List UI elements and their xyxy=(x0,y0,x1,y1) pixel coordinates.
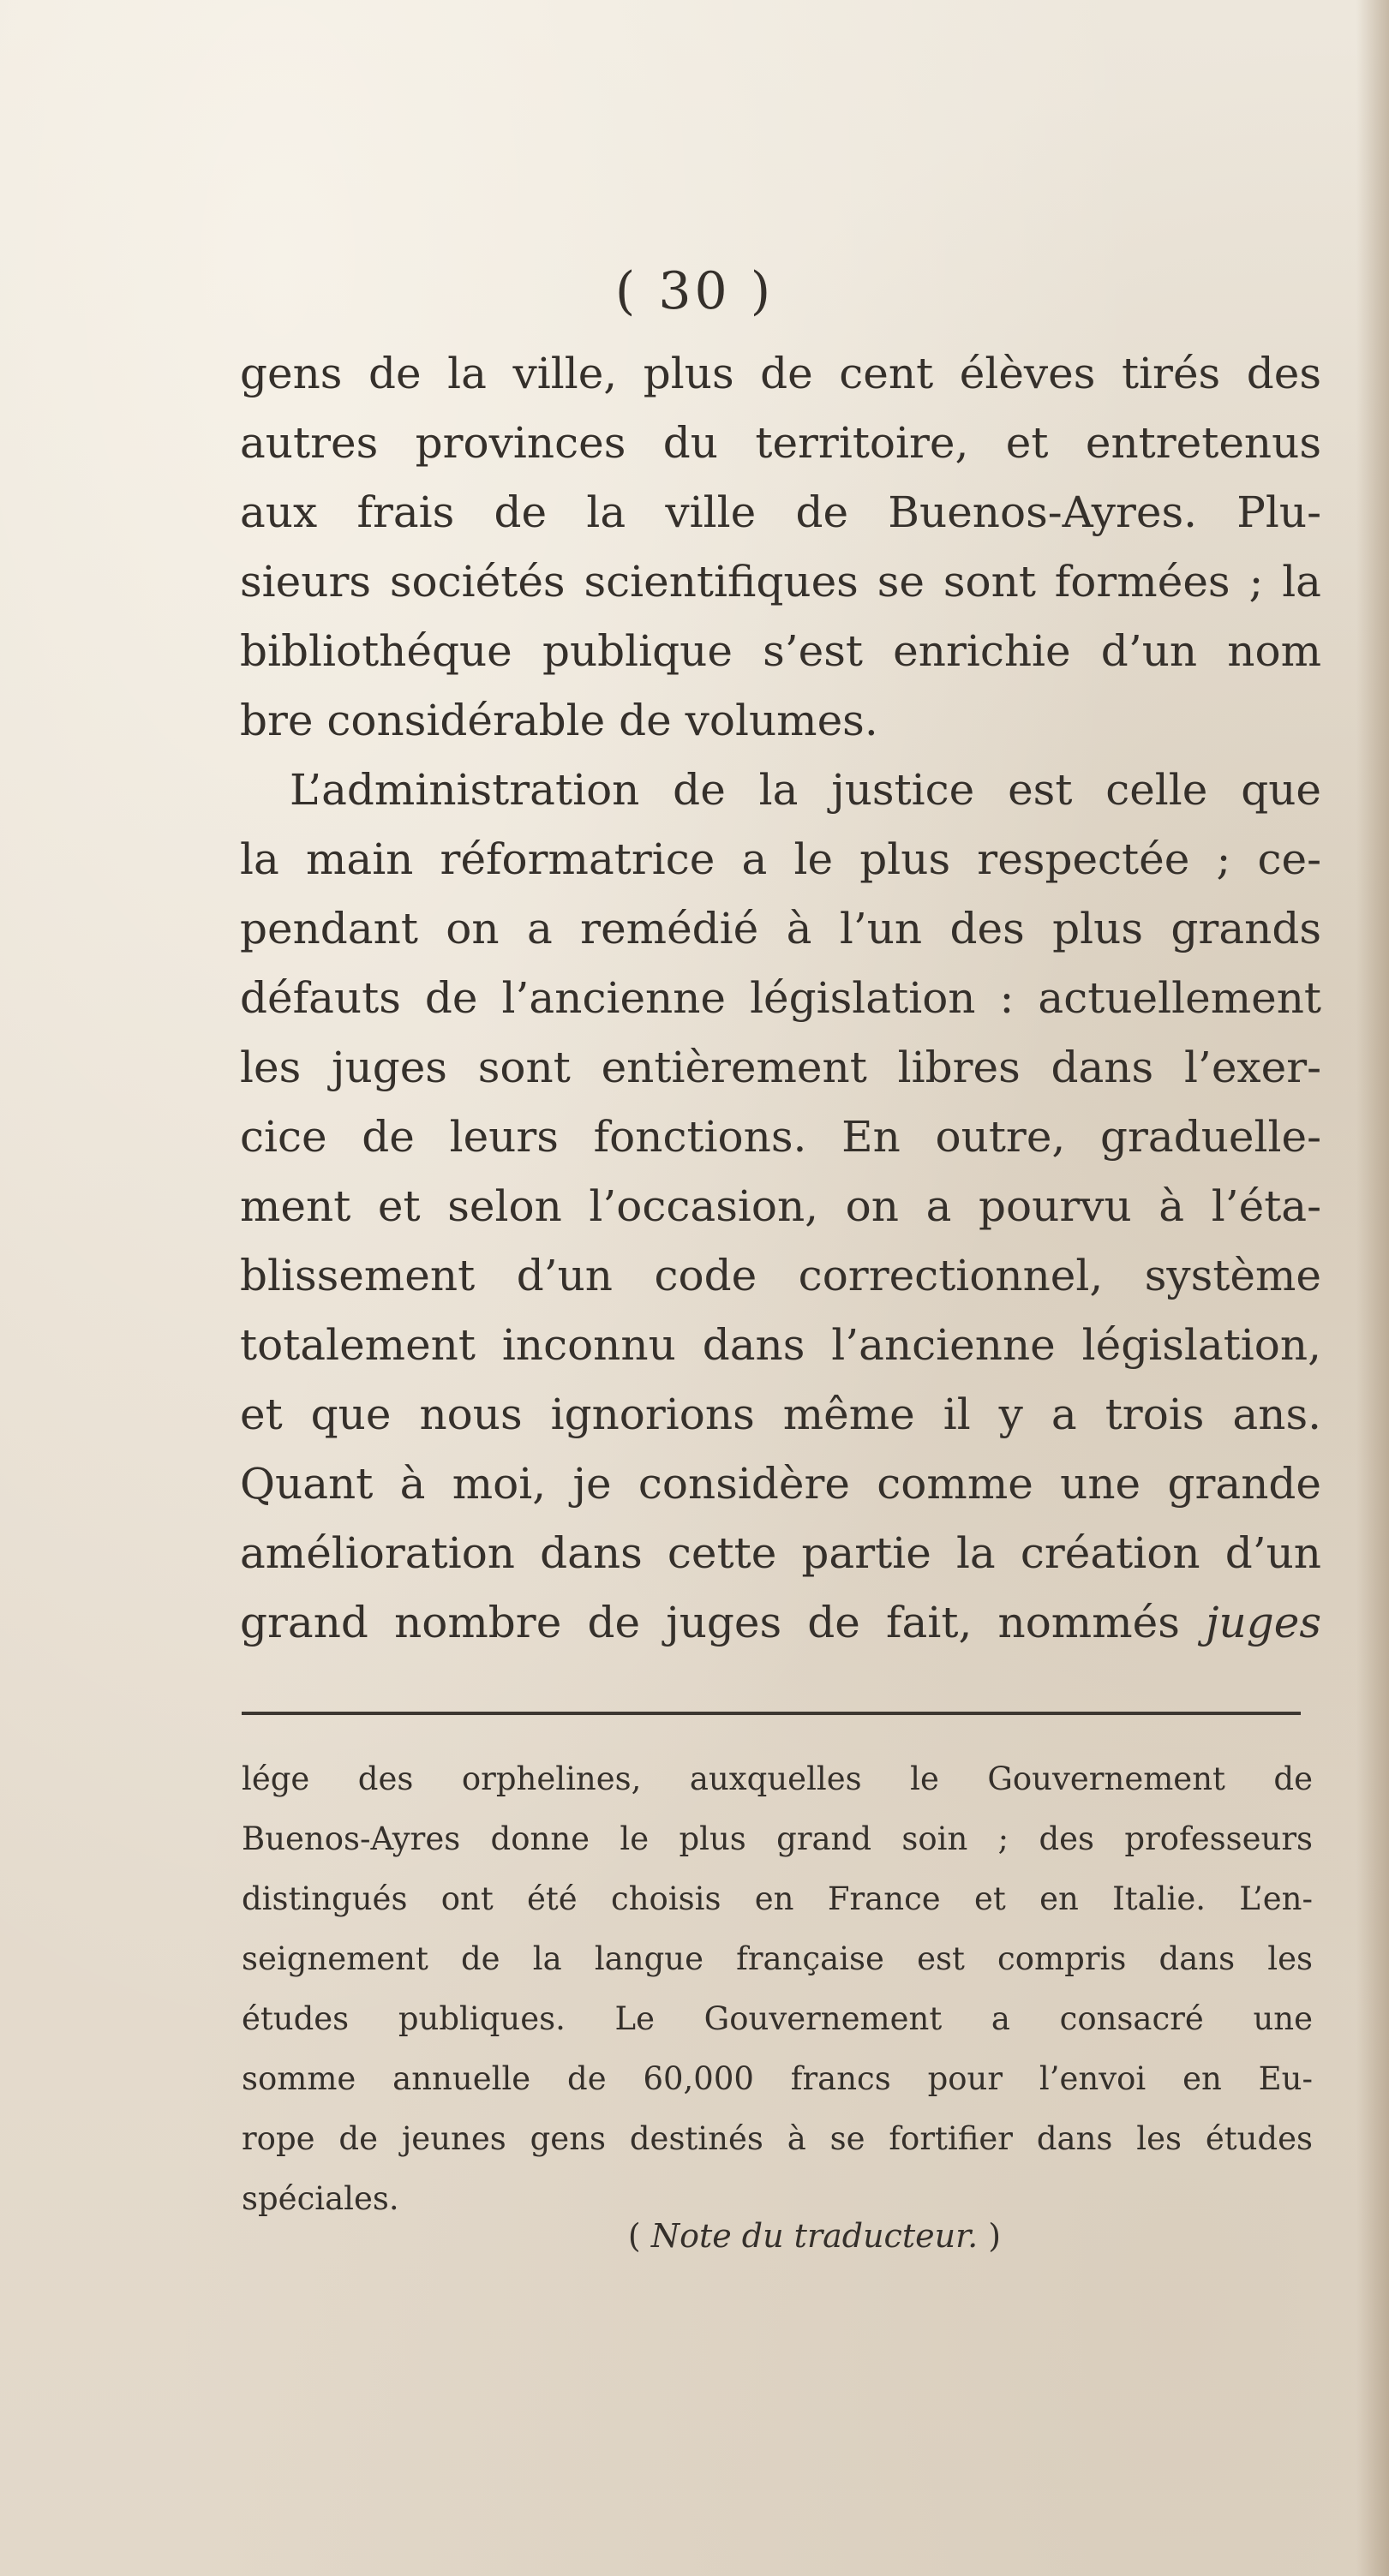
text-line: bibliothéque publique s’est enrichie d’un nom xyxy=(240,626,1321,676)
text-line: bre considérable de volumes. xyxy=(240,696,878,745)
footnote-line: rope de jeunes gens destinés à se fortifier dans les études xyxy=(242,2120,1313,2157)
note-close-paren: ) xyxy=(988,2217,1002,2255)
text-line: aux frais de la ville de Buenos-Ayres. Plu- xyxy=(240,487,1321,537)
footnote-line: somme annuelle de 60,000 francs pour l’envoi en Eu- xyxy=(242,2060,1313,2097)
text-line: ment et selon l’occasion, on a pourvu à l’éta- xyxy=(240,1181,1321,1231)
text-line-last xyxy=(240,1588,1321,1658)
text-line: gens de la ville, plus de cent élèves tirés des xyxy=(240,349,1321,398)
text-line: cice de leurs fonctions. En outre, graduelle- xyxy=(240,1112,1321,1162)
text-line: pendant on a remédié à l’un des plus grands xyxy=(240,904,1321,953)
page-number: ( 30 ) xyxy=(614,261,775,321)
text-line: amélioration dans cette partie la création d’un xyxy=(240,1528,1321,1578)
text-line: la main réformatrice a le plus respectée ; ce- xyxy=(240,834,1321,884)
text-line: L’administration de la justice est celle que xyxy=(290,765,1321,815)
text-line: autres provinces du territoire, et entretenus xyxy=(240,418,1321,468)
text-line: Quant à moi, je considère comme une grande xyxy=(240,1459,1321,1509)
footnote-line: lége des orphelines, auxquelles le Gouvernement de xyxy=(242,1760,1313,1797)
main-text xyxy=(240,339,1321,1658)
footnote-line: distingués ont été choisis en France et en Italie. L’en- xyxy=(242,1880,1313,1917)
translator-note xyxy=(0,2210,1389,2262)
page-edge-shadow xyxy=(1356,0,1389,2576)
footnote-line: études publiques. Le Gouvernement a consacré une xyxy=(242,2000,1313,2037)
text-line: totalement inconnu dans l’ancienne législation, xyxy=(240,1320,1321,1370)
text-line: blissement d’un code correctionnel, système xyxy=(240,1251,1321,1300)
text-line-roman: grand nombre de juges de fait, nommés xyxy=(240,1598,1180,1647)
footnote-line: spéciales. xyxy=(242,2180,399,2217)
text-line: et que nous ignorions même il y a trois ans. xyxy=(240,1390,1321,1439)
text-line-italic: juges xyxy=(1206,1598,1321,1647)
text-line: défauts de l’ancienne législation : actuellement xyxy=(240,973,1321,1023)
footnote-line: seignement de la langue française est compris dans les xyxy=(242,1940,1313,1977)
note-open-paren: ( xyxy=(627,2217,641,2255)
footnote-line: Buenos-Ayres donne le plus grand soin ; des professeurs xyxy=(242,1820,1313,1857)
note-text: Note du traducteur. xyxy=(650,2217,979,2255)
footnote xyxy=(242,1749,1313,2229)
text-line: les juges sont entièrement libres dans l’exer- xyxy=(240,1043,1321,1092)
footnote-rule xyxy=(242,1712,1301,1715)
text-line: sieurs sociétés scientifiques se sont formées ; la xyxy=(240,557,1321,607)
